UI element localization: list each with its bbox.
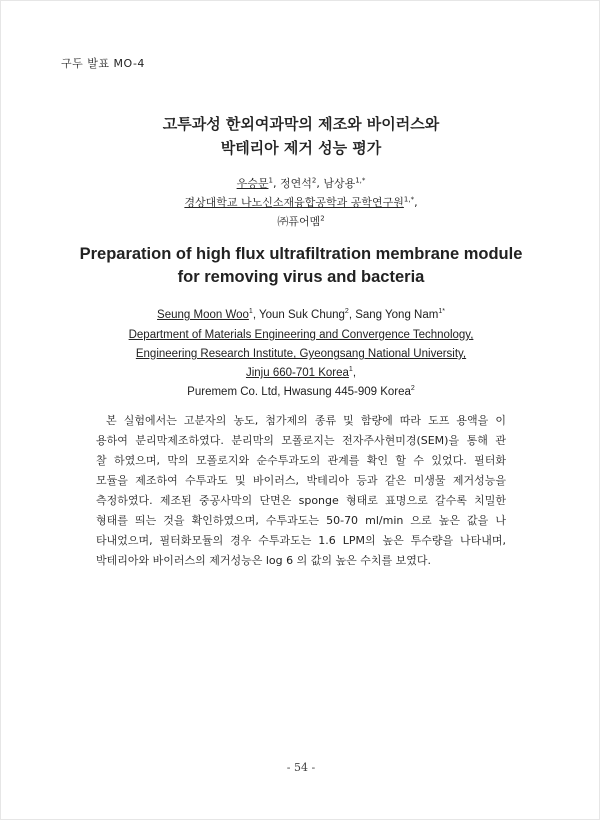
- korean-author-1: 우승문: [236, 177, 269, 190]
- korean-title-line-2: 박테리아 제거 성능 평가: [220, 139, 382, 157]
- english-affiliation-sup: 1: [348, 366, 353, 374]
- korean-author-2-sup: 2: [311, 176, 317, 185]
- abstract-line: 측정하였다. 제조된 중공사막의 단면은 sponge 형태로 표명으로 갈수록 치밀한: [96, 494, 506, 507]
- english-affiliation-line-3: Jinju 660-701 Korea$^1$,: [245, 366, 357, 379]
- english-authors: Seung Moon Woo$^1$, Youn Suk Chung$^2$, Sang Yong Nam$^{1*}$: [157, 308, 445, 321]
- korean-affiliation-1-sup: 1,*: [403, 195, 415, 204]
- english-author-1: Seung Moon Woo: [157, 309, 249, 321]
- english-author-2-sup: 2: [344, 308, 349, 316]
- english-affiliation-line-1-text: Department of Materials Engineering and Convergence Technology,: [128, 329, 474, 341]
- korean-affiliation-2-sup: 2: [320, 214, 325, 223]
- korean-author-2: 정연석: [279, 177, 312, 190]
- english-affiliation-line-2: [1, 348, 600, 360]
- korean-title-line-1: 고투과성 한외여과막의 제조와 바이러스와: [162, 115, 440, 133]
- abstract-line: 모듈을 제조하여 수투과도 및 바이러스, 박테리아 등과 같은 미생물 제거성능을: [96, 474, 506, 487]
- abstract-line: 본 실험에서는 고분자의 농도, 첨가제의 종류 및 함량에 따라 도프 용액을 이: [106, 414, 506, 427]
- english-author-3-sup: 1*: [438, 308, 445, 316]
- korean-affiliation-1: 경상대학교 나노신소재융합공학과 공학연구원$^{1,*}$,: [184, 195, 418, 209]
- session-tag: 구두 발표 MO-4: [61, 57, 145, 70]
- english-title-line-2: for removing virus and bacteria: [177, 268, 425, 286]
- english-author-2: Youn Suk Chung: [259, 309, 345, 321]
- korean-authors: 우승문$^1$, 정연석$^2$, 남상용$^{1,*}$: [236, 176, 366, 190]
- page-number: - 54 -: [286, 761, 316, 774]
- korean-affiliation-2-text: ㈜퓨어멤: [277, 215, 321, 228]
- english-author-3: Sang Yong Nam: [355, 309, 439, 321]
- korean-author-3: 남상용: [323, 177, 356, 190]
- english-affiliation-2-sup: 2: [410, 385, 415, 393]
- english-affiliation-line-2-text: Engineering Research Institute, Gyeongsang National University,: [135, 348, 467, 360]
- abstract-line: 찰 하였으며, 막의 모폴로지와 순수투과도의 관계를 확인 할 수 있었다. 필터화: [96, 454, 506, 467]
- abstract-line: 형태를 띄는 것을 확인하였으며, 수투과도는 50-70 ml/min 으로 높은 값을 나: [96, 514, 506, 527]
- abstract: [96, 411, 506, 571]
- english-affiliation-line-3-text: Jinju 660-701 Korea: [245, 367, 349, 379]
- korean-author-1-sup: 1: [268, 176, 273, 185]
- korean-affiliation-1-text: 경상대학교 나노신소재융합공학과 공학연구원: [184, 196, 404, 209]
- abstract-line: 박테리아와 바이러스의 제거성능은 log 6 의 값의 높은 수치를 보였다.: [96, 554, 432, 567]
- english-author-1-sup: 1: [248, 308, 253, 316]
- korean-author-3-sup: 1,*: [355, 176, 366, 185]
- korean-affiliation-2: [1, 213, 600, 229]
- english-title-line-1: Preparation of high flux ultrafiltration membrane module: [79, 245, 523, 263]
- english-affiliation-2: [1, 386, 600, 398]
- abstract-line: 용하여 분리막제조하였다. 분리막의 모폴로지는 전자주사현미경(SEM)을 통해 관: [96, 434, 506, 447]
- abstract-line: 타내었으며, 필터화모듈의 경우 수투과도는 1.6 LPM의 높은 투수량을 나타내며,: [96, 534, 506, 547]
- english-affiliation-line-1: [1, 329, 600, 341]
- english-affiliation-2-text: Puremem Co. Ltd, Hwasung 445-909 Korea: [187, 386, 411, 398]
